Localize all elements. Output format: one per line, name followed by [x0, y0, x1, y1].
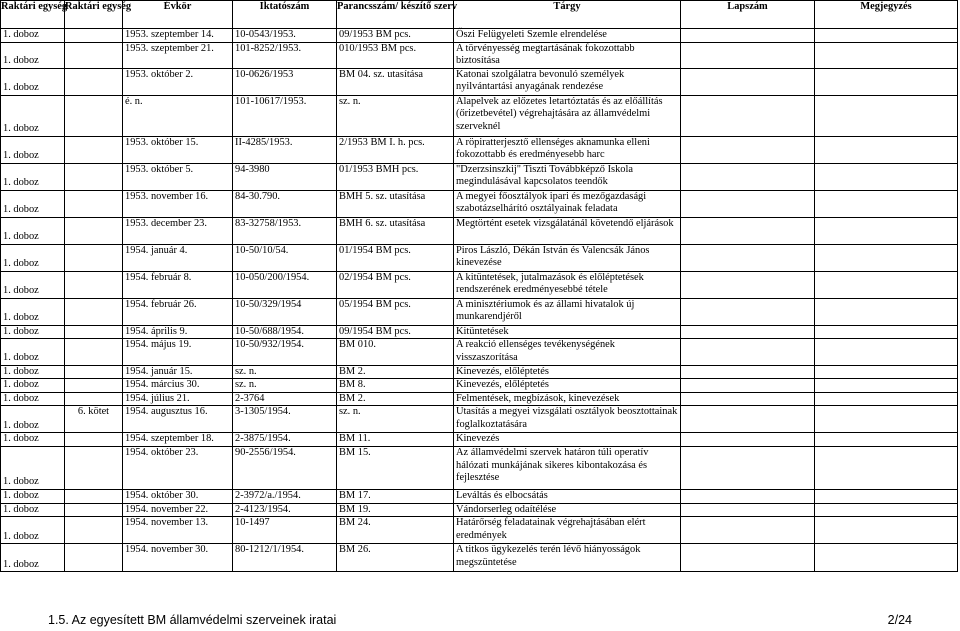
file-number-cell: sz. n.	[233, 365, 337, 379]
box-cell	[65, 446, 123, 489]
subject-cell: Felmentések, megbízások, kinevezések	[454, 392, 681, 406]
pages-cell	[681, 298, 815, 325]
file-number-cell: 10-050/200/1954.	[233, 271, 337, 298]
order-cell: BM 010.	[337, 339, 454, 365]
file-number-cell: 101-8252/1953.	[233, 42, 337, 68]
page-number: 2/24	[887, 613, 912, 627]
note-cell	[815, 68, 958, 95]
pages-cell	[681, 68, 815, 95]
note-cell	[815, 489, 958, 503]
order-cell: sz. n.	[337, 95, 454, 136]
file-number-cell: 10-50/688/1954.	[233, 325, 337, 339]
year-cell: 1954. november 30.	[123, 544, 233, 572]
file-number-cell: 83-32758/1953.	[233, 217, 337, 244]
file-number-cell: 2-3972/a./1954.	[233, 489, 337, 503]
order-cell: BM 2.	[337, 392, 454, 406]
file-number-cell: 10-0543/1953.	[233, 29, 337, 43]
year-cell: 1954. október 30.	[123, 489, 233, 503]
note-cell	[815, 339, 958, 365]
box-cell	[65, 42, 123, 68]
box-cell	[65, 392, 123, 406]
unit-cell: 1. doboz	[1, 136, 65, 163]
box-cell	[65, 544, 123, 572]
order-cell: BM 24.	[337, 517, 454, 544]
table-row	[1, 406, 958, 433]
order-cell: BM 8.	[337, 379, 454, 393]
year-cell: 1953. október 2.	[123, 68, 233, 95]
unit-cell: 1. doboz	[1, 29, 65, 43]
note-cell	[815, 406, 958, 433]
header-order: Parancsszám/ készítő szerv	[337, 1, 454, 29]
pages-cell	[681, 136, 815, 163]
subject-cell: A minisztériumok és az állami hivatalok új munkarendjéről	[454, 298, 681, 325]
table-row	[1, 325, 958, 339]
pages-cell	[681, 325, 815, 339]
header-box: Raktári egység	[65, 1, 123, 29]
table-row	[1, 271, 958, 298]
note-cell	[815, 42, 958, 68]
subject-cell: Piros László, Dékán István és Valencsák János kinevezése	[454, 244, 681, 271]
year-cell: 1954. február 8.	[123, 271, 233, 298]
unit-cell: 1. doboz	[1, 68, 65, 95]
unit-cell: 1. doboz	[1, 379, 65, 393]
box-cell	[65, 517, 123, 544]
order-cell: BM 11.	[337, 433, 454, 447]
order-cell: BM 04. sz. utasítása	[337, 68, 454, 95]
pages-cell	[681, 190, 815, 217]
subject-cell: Határőrség feladatainak végrehajtásában elért eredmények	[454, 517, 681, 544]
box-cell	[65, 244, 123, 271]
pages-cell	[681, 406, 815, 433]
file-number-cell: 10-50/932/1954.	[233, 339, 337, 365]
year-cell: 1954. szeptember 18.	[123, 433, 233, 447]
subject-cell: A reakció ellenséges tevékenységének visszaszorítása	[454, 339, 681, 365]
order-cell: BMH 5. sz. utasítása	[337, 190, 454, 217]
table-row	[1, 29, 958, 43]
subject-cell: Kinevezés	[454, 433, 681, 447]
year-cell: 1954. november 22.	[123, 503, 233, 517]
pages-cell	[681, 392, 815, 406]
table-row	[1, 95, 958, 136]
pages-cell	[681, 503, 815, 517]
box-cell	[65, 379, 123, 393]
unit-cell: 1. doboz	[1, 406, 65, 433]
year-cell: 1953. október 15.	[123, 136, 233, 163]
file-number-cell: sz. n.	[233, 379, 337, 393]
year-cell: 1953. október 5.	[123, 163, 233, 190]
order-cell: BM 26.	[337, 544, 454, 572]
order-cell: BM 15.	[337, 446, 454, 489]
table-row	[1, 433, 958, 447]
subject-cell: A megyei főosztályok ipari és mezőgazdasági szabotázselhárító osztályainak feladata	[454, 190, 681, 217]
year-cell: 1954. május 19.	[123, 339, 233, 365]
subject-cell: A röpiratterjesztő ellenséges aknamunka elleni fokozottabb és eredményesebb harc	[454, 136, 681, 163]
file-number-cell: 2-4123/1954.	[233, 503, 337, 517]
subject-cell: Az államvédelmi szervek határon túli operatív hálózati munkájának sikeres kibontakozása és fejlesztése	[454, 446, 681, 489]
file-number-cell: 2-3875/1954.	[233, 433, 337, 447]
note-cell	[815, 379, 958, 393]
subject-cell: Leváltás és elbocsátás	[454, 489, 681, 503]
file-number-cell: II-4285/1953.	[233, 136, 337, 163]
table-row	[1, 365, 958, 379]
table-row	[1, 379, 958, 393]
order-cell: BMH 6. sz. utasítása	[337, 217, 454, 244]
note-cell	[815, 244, 958, 271]
order-cell: 01/1954 BM pcs.	[337, 244, 454, 271]
pages-cell	[681, 95, 815, 136]
unit-cell: 1. doboz	[1, 517, 65, 544]
year-cell: 1954. január 4.	[123, 244, 233, 271]
table-row	[1, 68, 958, 95]
box-cell	[65, 190, 123, 217]
unit-cell: 1. doboz	[1, 163, 65, 190]
box-cell	[65, 136, 123, 163]
box-cell	[65, 217, 123, 244]
pages-cell	[681, 29, 815, 43]
header-subject: Tárgy	[454, 1, 681, 29]
file-number-cell: 101-10617/1953.	[233, 95, 337, 136]
table-row	[1, 446, 958, 489]
box-cell	[65, 339, 123, 365]
pages-cell	[681, 517, 815, 544]
note-cell	[815, 544, 958, 572]
note-cell	[815, 136, 958, 163]
year-cell: 1954. július 21.	[123, 392, 233, 406]
note-cell	[815, 365, 958, 379]
table-row	[1, 392, 958, 406]
table-row	[1, 298, 958, 325]
file-number-cell: 10-50/10/54.	[233, 244, 337, 271]
note-cell	[815, 392, 958, 406]
subject-cell: A kitüntetések, jutalmazások és előléptetések rendszerének eredményesebbé tétele	[454, 271, 681, 298]
order-cell: 02/1954 BM pcs.	[337, 271, 454, 298]
box-cell	[65, 365, 123, 379]
header-unit: Raktári egység	[1, 1, 65, 29]
order-cell: 05/1954 BM pcs.	[337, 298, 454, 325]
subject-cell: Kitüntetések	[454, 325, 681, 339]
box-cell	[65, 271, 123, 298]
note-cell	[815, 325, 958, 339]
note-cell	[815, 298, 958, 325]
subject-cell: Őszi Felügyeleti Szemle elrendelése	[454, 29, 681, 43]
file-number-cell: 3-1305/1954.	[233, 406, 337, 433]
pages-cell	[681, 365, 815, 379]
note-cell	[815, 517, 958, 544]
table-row	[1, 217, 958, 244]
unit-cell: 1. doboz	[1, 42, 65, 68]
unit-cell: 1. doboz	[1, 392, 65, 406]
pages-cell	[681, 379, 815, 393]
pages-cell	[681, 42, 815, 68]
table-row	[1, 339, 958, 365]
file-number-cell: 2-3764	[233, 392, 337, 406]
subject-cell: "Dzerzsinszkij" Tiszti Továbbképző Iskola megindulásával kapcsolatos teendők	[454, 163, 681, 190]
note-cell	[815, 446, 958, 489]
table-row	[1, 244, 958, 271]
pages-cell	[681, 446, 815, 489]
pages-cell	[681, 544, 815, 572]
header-year: Évkör	[123, 1, 233, 29]
order-cell: 09/1954 BM pcs.	[337, 325, 454, 339]
year-cell: 1953. december 23.	[123, 217, 233, 244]
file-number-cell: 10-50/329/1954	[233, 298, 337, 325]
table-row	[1, 136, 958, 163]
year-cell: 1954. október 23.	[123, 446, 233, 489]
year-cell: 1953. szeptember 21.	[123, 42, 233, 68]
order-cell: 2/1953 BM I. h. pcs.	[337, 136, 454, 163]
unit-cell: 1. doboz	[1, 365, 65, 379]
order-cell: BM 19.	[337, 503, 454, 517]
box-cell	[65, 29, 123, 43]
file-number-cell: 90-2556/1954.	[233, 446, 337, 489]
note-cell	[815, 29, 958, 43]
order-cell: 01/1953 BMH pcs.	[337, 163, 454, 190]
order-cell: sz. n.	[337, 406, 454, 433]
file-number-cell: 10-0626/1953	[233, 68, 337, 95]
subject-cell: A titkos ügykezelés terén lévő hiányosságok megszüntetése	[454, 544, 681, 572]
subject-cell: Kinevezés, előléptetés	[454, 379, 681, 393]
unit-cell: 1. doboz	[1, 244, 65, 271]
unit-cell: 1. doboz	[1, 544, 65, 572]
year-cell: 1953. november 16.	[123, 190, 233, 217]
file-number-cell: 94-3980	[233, 163, 337, 190]
table-row	[1, 544, 958, 572]
unit-cell: 1. doboz	[1, 217, 65, 244]
unit-cell: 1. doboz	[1, 190, 65, 217]
table-row	[1, 503, 958, 517]
year-cell: 1954. november 13.	[123, 517, 233, 544]
file-number-cell: 84-30.790.	[233, 190, 337, 217]
pages-cell	[681, 217, 815, 244]
unit-cell: 1. doboz	[1, 271, 65, 298]
file-number-cell: 80-1212/1/1954.	[233, 544, 337, 572]
pages-cell	[681, 163, 815, 190]
note-cell	[815, 163, 958, 190]
unit-cell: 1. doboz	[1, 339, 65, 365]
order-cell: 010/1953 BM pcs.	[337, 42, 454, 68]
table-body	[1, 29, 958, 572]
order-cell: BM 17.	[337, 489, 454, 503]
box-cell	[65, 489, 123, 503]
header-pages: Lapszám	[681, 1, 815, 29]
file-number-cell: 10-1497	[233, 517, 337, 544]
note-cell	[815, 503, 958, 517]
header-file-no: Iktatószám	[233, 1, 337, 29]
box-cell	[65, 325, 123, 339]
year-cell: 1954. március 30.	[123, 379, 233, 393]
unit-cell: 1. doboz	[1, 433, 65, 447]
unit-cell: 1. doboz	[1, 446, 65, 489]
pages-cell	[681, 339, 815, 365]
note-cell	[815, 271, 958, 298]
subject-cell: Utasítás a megyei vizsgálati osztályok beosztottainak foglalkoztatására	[454, 406, 681, 433]
note-cell	[815, 433, 958, 447]
unit-cell: 1. doboz	[1, 325, 65, 339]
table-row	[1, 517, 958, 544]
box-cell	[65, 503, 123, 517]
subject-cell: Alapelvek az előzetes letartóztatás és az előállítás (őrizetbevétel) végrehajtására az államvédelmi szerveknél	[454, 95, 681, 136]
year-cell: 1954. február 26.	[123, 298, 233, 325]
box-cell	[65, 95, 123, 136]
unit-cell: 1. doboz	[1, 489, 65, 503]
table-row	[1, 163, 958, 190]
year-cell: 1954. augusztus 16.	[123, 406, 233, 433]
year-cell: 1954. április 9.	[123, 325, 233, 339]
unit-cell: 1. doboz	[1, 503, 65, 517]
box-cell	[65, 68, 123, 95]
subject-cell: Katonai szolgálatra bevonuló személyek nyilvántartási anyagának rendezése	[454, 68, 681, 95]
note-cell	[815, 95, 958, 136]
subject-cell: Kinevezés, előléptetés	[454, 365, 681, 379]
year-cell: é. n.	[123, 95, 233, 136]
note-cell	[815, 190, 958, 217]
order-cell: 09/1953 BM pcs.	[337, 29, 454, 43]
subject-cell: Vándorserleg odaítélése	[454, 503, 681, 517]
subject-cell: A törvényesség megtartásának fokozottabb biztosítása	[454, 42, 681, 68]
unit-cell: 1. doboz	[1, 95, 65, 136]
header-note: Megjegyzés	[815, 1, 958, 29]
pages-cell	[681, 433, 815, 447]
pages-cell	[681, 244, 815, 271]
box-cell	[65, 163, 123, 190]
pages-cell	[681, 271, 815, 298]
page-footer	[0, 610, 960, 630]
year-cell: 1953. szeptember 14.	[123, 29, 233, 43]
box-cell: 6. kötet	[65, 406, 123, 433]
box-cell	[65, 298, 123, 325]
subject-cell: Megtörtént esetek vizsgálatánál követendő eljárások	[454, 217, 681, 244]
note-cell	[815, 217, 958, 244]
table-row	[1, 489, 958, 503]
pages-cell	[681, 489, 815, 503]
unit-cell: 1. doboz	[1, 298, 65, 325]
header-row	[1, 1, 958, 29]
table-row	[1, 42, 958, 68]
year-cell: 1954. január 15.	[123, 365, 233, 379]
table-row	[1, 190, 958, 217]
box-cell	[65, 433, 123, 447]
order-cell: BM 2.	[337, 365, 454, 379]
footer-title: 1.5. Az egyesített BM államvédelmi szerveinek iratai	[48, 613, 337, 627]
